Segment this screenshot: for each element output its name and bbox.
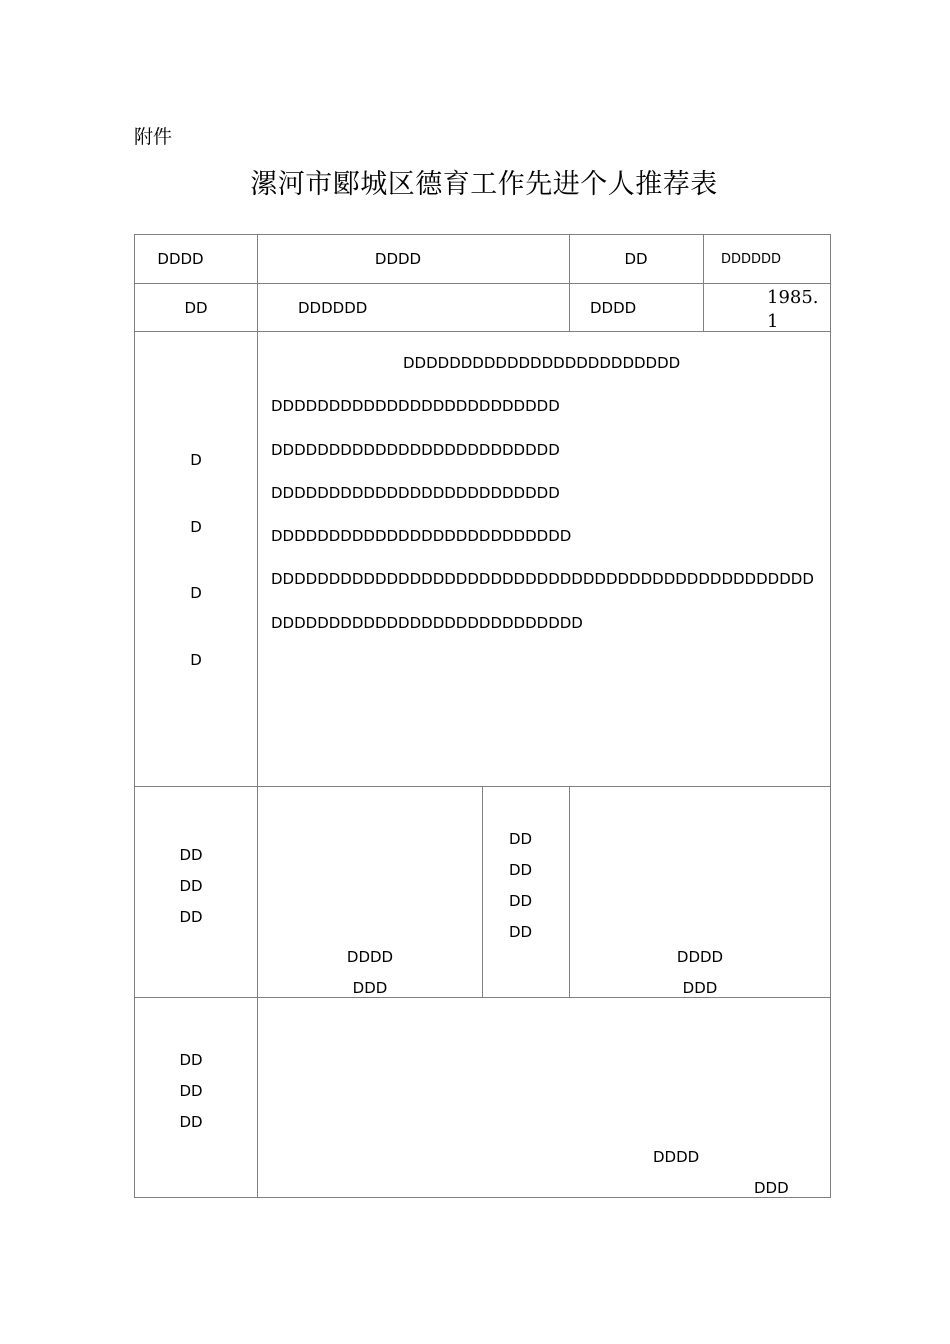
opinion2-label-line: DD: [179, 1051, 203, 1069]
column-divider: [569, 234, 570, 332]
opinion1-stamp-line1: DDDD: [346, 948, 394, 966]
field-label-a: DD: [184, 299, 208, 317]
deeds-label: [134, 451, 258, 717]
page-title: 漯河市郾城区德育工作先进个人推荐表: [250, 169, 718, 200]
opinion1-second-stamp-line1: DDDD: [676, 948, 724, 966]
gender-label: DD: [624, 250, 648, 268]
opinion1-second-label-line: DD: [508, 861, 533, 879]
opinion2-stamp-line2: DDD: [754, 1179, 789, 1197]
gender-value: DDDDDD: [721, 252, 782, 267]
deeds-paragraph: DDDDDDDDDDDDDDDDDDDDDDDDDDD: [271, 613, 583, 632]
deeds-label-char: D: [190, 584, 202, 602]
attachment-label: 附件: [134, 126, 173, 148]
opinion2-label-line: DD: [179, 1082, 203, 1100]
table-border-right: [830, 234, 831, 1198]
row-divider: [134, 331, 831, 332]
opinion1-label-line: DD: [179, 846, 203, 864]
deeds-text: [271, 354, 814, 657]
deeds-paragraph: DDDDDDDDDDDDDDDDDDDDDDDDDDDDDDDDDDDDDDDDDDDDDDD: [271, 570, 814, 589]
opinion1-label-line: DD: [179, 877, 203, 895]
field-label-b: DDDD: [590, 299, 637, 317]
column-divider: [703, 234, 704, 332]
deeds-paragraph: DDDDDDDDDDDDDDDDDDDDDDDD: [403, 354, 681, 372]
opinion1-label-line: DD: [179, 908, 203, 926]
table-border-top: [134, 234, 831, 235]
row-divider: [134, 283, 831, 284]
column-divider: [569, 786, 570, 998]
field-value-b-line2: 1: [767, 311, 779, 332]
table-border-bottom: [134, 1197, 831, 1198]
opinion1-second-label-line: DD: [508, 892, 533, 910]
deeds-paragraph: DDDDDDDDDDDDDDDDDDDDDDDDDD: [271, 527, 572, 546]
deeds-label-char: D: [190, 517, 202, 536]
opinion2-label-line: DD: [179, 1113, 203, 1131]
opinion2-label: [134, 1051, 248, 1144]
deeds-paragraph: DDDDDDDDDDDDDDDDDDDDDDDDD: [271, 397, 560, 416]
deeds-label-char: D: [190, 451, 202, 469]
name-label: DDDD: [157, 250, 204, 268]
name-value: DDDD: [374, 250, 422, 268]
opinion1-label: [134, 846, 248, 939]
opinion1-second-label: [482, 830, 559, 954]
deeds-paragraph: DDDDDDDDDDDDDDDDDDDDDDDDD: [271, 440, 560, 459]
opinion1-second-label-line: DD: [508, 923, 533, 941]
opinion1-stamp-line2: DDD: [352, 979, 388, 997]
opinion1-second-label-line: DD: [508, 830, 533, 848]
opinion1-second-stamp-line2: DDD: [682, 979, 718, 997]
deeds-label-char: D: [190, 650, 202, 669]
opinion2-stamp-line1: DDDD: [653, 1148, 700, 1166]
field-value-a: DDDDDD: [298, 299, 368, 317]
deeds-paragraph: DDDDDDDDDDDDDDDDDDDDDDDDD: [271, 483, 560, 502]
field-value-b-line1: 1985.: [767, 287, 819, 308]
